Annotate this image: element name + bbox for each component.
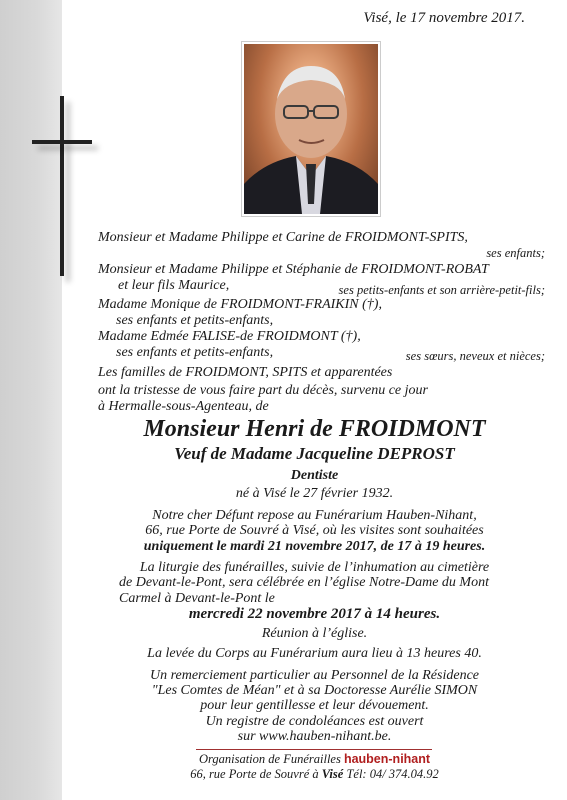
register-line-1: Un registre de condoléances est ouvert [205,714,424,729]
funeral-line-1: La liturgie des funérailles, suivie de l’inhumation au cimetière [139,560,490,575]
family-line-1: Monsieur et Madame Philippe et Carine de FROIDMONT-SPITS, [98,230,468,245]
funeral-meeting: Réunion à l’église. [261,626,368,641]
family-line-4: Madame Monique de FROIDMONT-FRAIKIN (†), [98,297,382,312]
date-line: Visé, le 17 novembre 2017. [363,10,525,26]
funeral-levee: La levée du Corps au Funérarium aura lieu à 13 heures 40. [147,646,482,661]
visits-line-3: uniquement le mardi 21 novembre 2017, de 17 à 19 heures. [143,539,486,554]
footer-city: Visé [321,767,344,781]
footer-org [0,752,567,767]
register-line-2: sur www.hauben-nihant.be. [237,729,392,744]
deceased-name: Monsieur Henri de FROIDMONT [143,416,486,442]
visits-line-1: Notre cher Défunt repose au Funérarium Hauben-Nihant, [152,508,477,523]
widower-line: Veuf de Madame Jacqueline DEPROST [174,444,455,463]
family-note-3: ses petits-enfants et son arrière-petit-fils; [338,283,545,297]
portrait-photo [242,42,380,216]
thanks-line-3: pour leur gentillesse et leur dévouement. [200,698,429,713]
family-line-10: à Hermalle-sous-Agenteau, de [98,399,269,414]
family-note-7: ses sœurs, neveux et nièces; [405,349,545,363]
family-line-3: et leur fils Maurice, [118,278,230,293]
family-line-8: Les familles de FROIDMONT, SPITS et apparentées [98,365,393,380]
family-note-1: ses enfants; [486,246,545,260]
family-line-9: ont la tristesse de vous faire part du décès, survenu ce jour [98,383,428,398]
thanks-line-2: "Les Comtes de Méan" et à sa Doctoresse Aurélie SIMON [151,683,478,698]
funeral-line-3: Carmel à Devant-le-Pont le [119,591,275,606]
footer-address [0,767,567,782]
cross-vertical [60,96,64,276]
profession: Dentiste [290,468,339,483]
footer-org-prefix: Organisation de Funérailles [198,752,341,766]
cross-horizontal [32,140,92,144]
funeral-line-2: de Devant-le-Pont, sera célébrée en l’église Notre-Dame du Mont [119,575,489,590]
visits-line-2: 66, rue Porte de Souvré à Visé, où les visites sont souhaitées [145,523,484,538]
footer-address-prefix: 66, rue Porte de Souvré à [190,767,319,781]
family-line-2: Monsieur et Madame Philippe et Stéphanie de FROIDMONT-ROBAT [98,262,489,277]
birth-line: né à Visé le 27 février 1932. [235,486,394,501]
family-line-6: Madame Edmée FALISE-de FROIDMONT (†), [98,329,361,344]
footer-tel: Tél: 04/ 374.04.92 [346,767,439,781]
brand-name: hauben-nihant [343,752,431,766]
portrait-illustration [244,44,378,214]
thanks-line-1: Un remerciement particulier au Personnel de la Résidence [149,668,480,683]
funeral-date: mercredi 22 novembre 2017 à 14 heures. [188,606,441,622]
family-line-7: ses enfants et petits-enfants, [116,345,274,360]
footer-divider [196,749,432,750]
family-line-5: ses enfants et petits-enfants, [116,313,274,328]
